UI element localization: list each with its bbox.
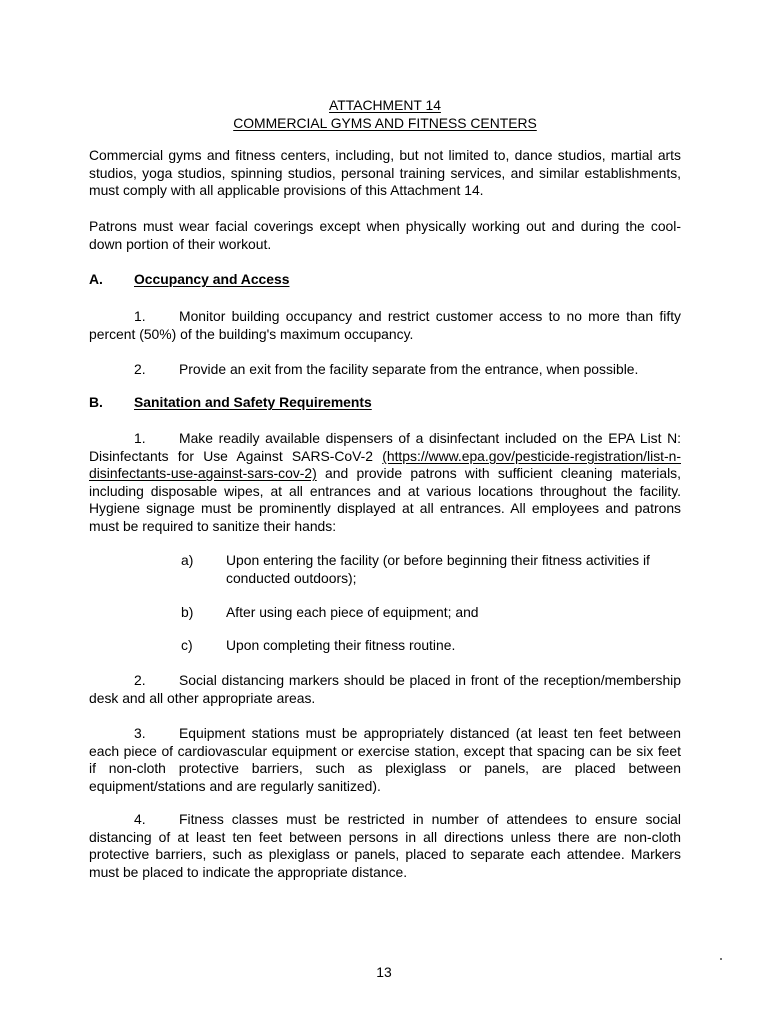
item-number: 1. bbox=[134, 430, 146, 446]
item-number: 2. bbox=[134, 361, 146, 377]
subitem-label: a) bbox=[181, 552, 194, 568]
item-number: 3. bbox=[134, 725, 146, 741]
subitem-c bbox=[181, 637, 681, 655]
section-b-item-3 bbox=[89, 725, 681, 795]
section-b-item-4 bbox=[89, 811, 681, 881]
section-a-item-1 bbox=[89, 308, 681, 343]
item-text: Monitor building occupancy and restrict customer access to no more than fifty percent (50%) of the building's maximum occupancy. bbox=[89, 308, 681, 342]
document-subtitle: COMMERCIAL GYMS AND FITNESS CENTERS bbox=[233, 114, 537, 131]
item-number: 4. bbox=[134, 811, 146, 827]
subitem-text: After using each piece of equipment; and bbox=[226, 604, 479, 620]
section-b-letter: B. bbox=[89, 394, 103, 410]
item-text: Fitness classes must be restricted in number of attendees to ensure social distancing of at least ten feet between persons in all directions unless there are non-cloth protective barriers, such as plexiglass or panels, placed to separate each attendee. Markers must be placed to indicate the appropriate distance. bbox=[89, 811, 681, 880]
subitem-a bbox=[181, 552, 681, 587]
page-number: 13 bbox=[376, 964, 392, 980]
section-b-heading bbox=[89, 394, 681, 412]
item-text: Make readily available dispensers of a disinfectant included on the EPA List N: Disinfectants for Use Against SARS-CoV-2 bbox=[89, 430, 681, 464]
section-a-item-2 bbox=[89, 361, 681, 379]
item-text: Equipment stations must be appropriately distanced (at least ten feet between each piece of cardiovascular equipment or exercise station, except that spacing can be six feet if non-cloth protective barriers, such as plexiglass or panels, are placed between equipment/stations and are regularly sanitized). bbox=[89, 725, 681, 794]
item-number: 2. bbox=[134, 672, 146, 688]
item-text-continued: and provide patrons with sufficient cleaning materials, including disposable wipes, at all entrances and at various locations throughout the facility. Hygiene signage must be prominently displayed at all entrances. All employees and patrons must be required to sanitize their hands: bbox=[89, 465, 681, 534]
section-b-title: Sanitation and Safety Requirements bbox=[134, 394, 372, 410]
epa-list-link[interactable]: (https://www.epa.gov/pesticide-registration/list-n-disinfectants-use-against-sars-cov-2) bbox=[89, 447, 681, 482]
item-text: Provide an exit from the facility separate from the entrance, when possible. bbox=[179, 361, 639, 377]
subitem-label: b) bbox=[181, 604, 194, 620]
scan-speck bbox=[720, 958, 722, 960]
item-text: Social distancing markers should be placed in front of the reception/membership desk and all other appropriate areas. bbox=[89, 672, 681, 706]
subitem-b bbox=[181, 604, 681, 622]
subitem-text: Upon entering the facility (or before beginning their fitness activities if conducted outdoors); bbox=[226, 552, 650, 586]
section-a-heading bbox=[89, 271, 681, 289]
section-b-item-1 bbox=[89, 430, 681, 536]
section-b-item-2 bbox=[89, 672, 681, 707]
item-number: 1. bbox=[134, 308, 146, 324]
attachment-heading: ATTACHMENT 14 bbox=[329, 97, 441, 113]
section-a-letter: A. bbox=[89, 271, 103, 287]
section-a-title: Occupancy and Access bbox=[134, 271, 290, 287]
intro-paragraph-1: Commercial gyms and fitness centers, including, but not limited to, dance studios, martial arts studios, yoga studios, spinning studios, personal training services, and similar establishments, must comply with all applicable provisions of this Attachment 14. bbox=[89, 147, 681, 199]
subitem-text: Upon completing their fitness routine. bbox=[226, 637, 456, 653]
intro-paragraph-2: Patrons must wear facial coverings except when physically working out and during the cool-down portion of their workout. bbox=[89, 218, 681, 252]
subitem-label: c) bbox=[181, 637, 193, 653]
document-title bbox=[89, 97, 681, 132]
